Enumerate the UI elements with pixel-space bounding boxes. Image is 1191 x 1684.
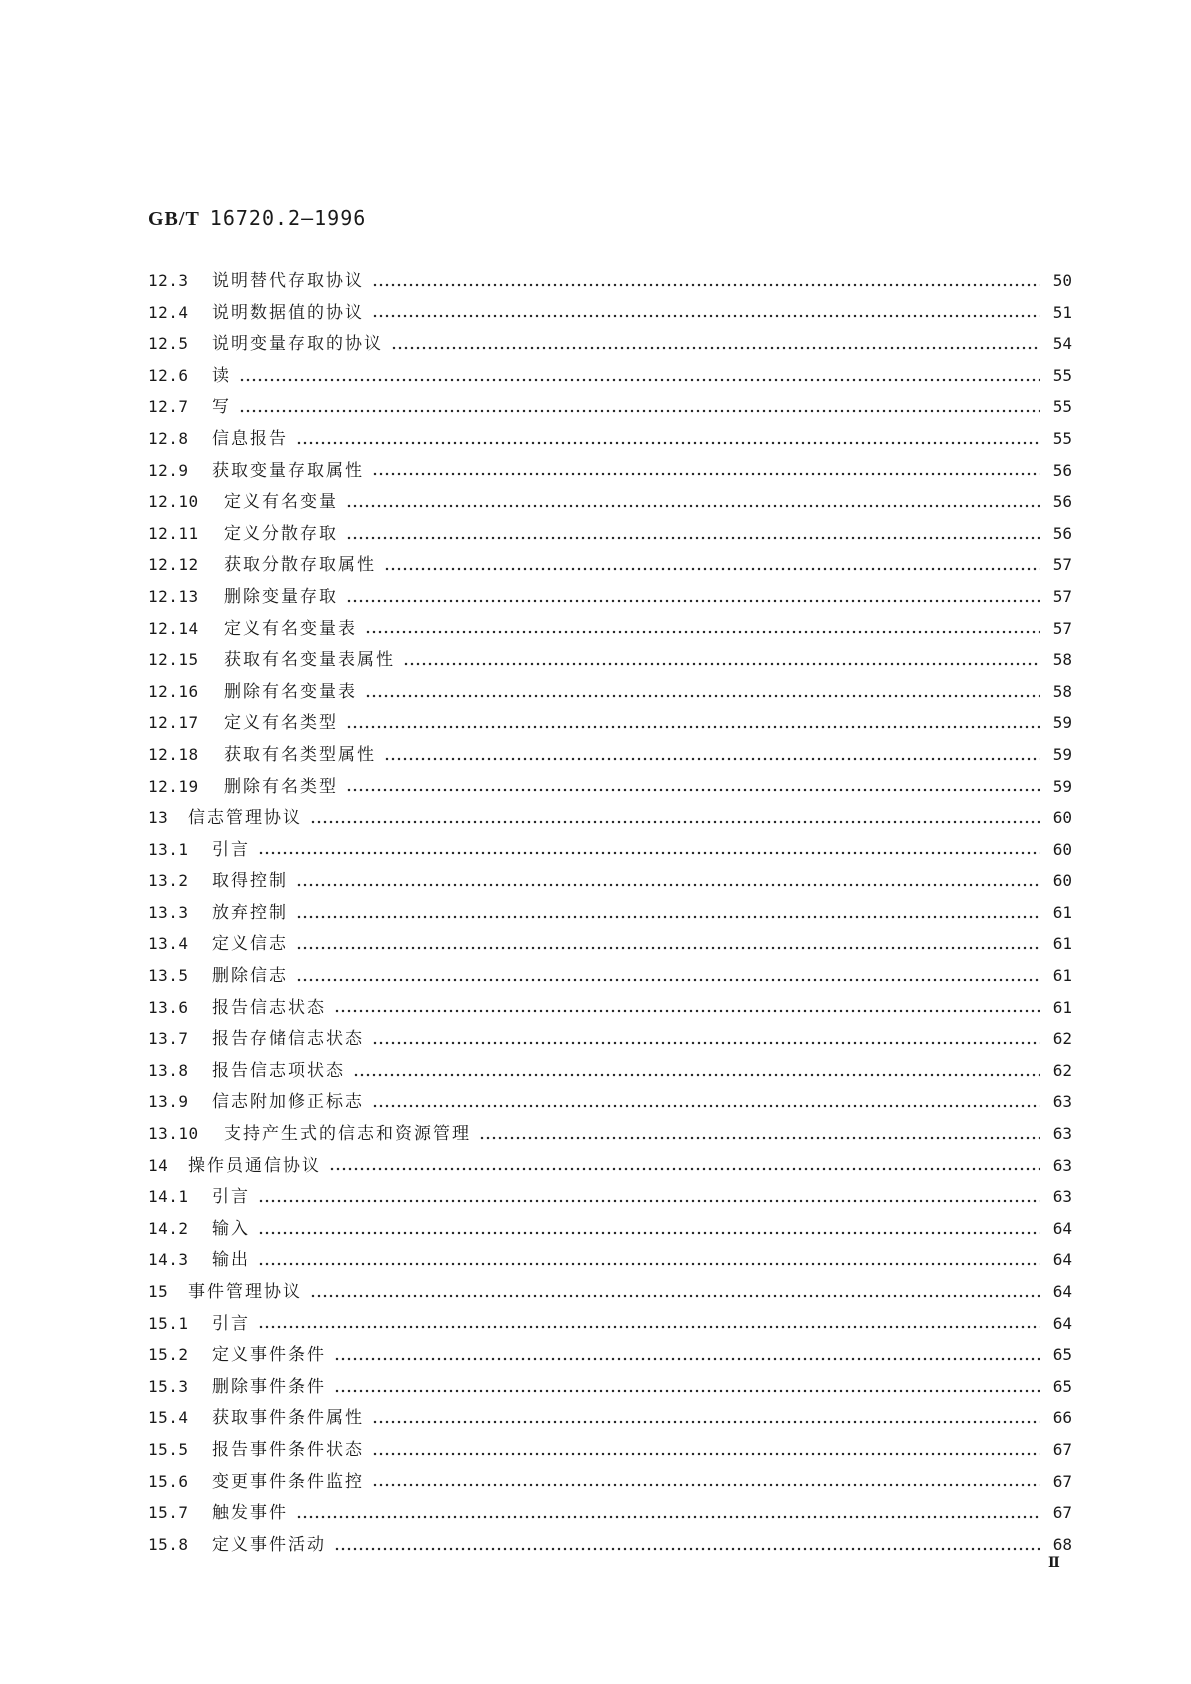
toc-entry	[148, 1151, 1072, 1183]
toc-entry-page: 64	[1052, 1282, 1072, 1301]
toc-entry	[148, 361, 1072, 393]
toc-entry	[148, 929, 1072, 961]
toc-entry-title: 读	[212, 365, 231, 386]
toc-entry-number: 15.7	[148, 1503, 189, 1523]
toc-entry-title: 删除有名变量表	[224, 681, 357, 702]
toc-dot-leader	[346, 536, 1040, 540]
toc-entry-title: 报告信志项状态	[212, 1060, 345, 1081]
toc-dot-leader	[346, 504, 1040, 508]
toc-entry	[148, 519, 1072, 551]
toc-entry-title: 写	[212, 397, 231, 418]
toc-entry-page: 61	[1052, 997, 1072, 1017]
toc-dot-leader	[346, 599, 1040, 603]
toc-entry	[148, 392, 1072, 424]
toc-entry-number: 13.5	[148, 966, 189, 986]
toc-entry	[148, 1056, 1072, 1088]
toc-entry-number: 12.3	[148, 271, 189, 290]
toc-entry-title: 说明数据值的协议	[212, 302, 364, 323]
toc-entry-number: 13.9	[148, 1092, 189, 1112]
toc-dot-leader	[310, 1294, 1040, 1298]
toc-entry-page: 65	[1052, 1345, 1072, 1365]
page-folio: Ⅱ	[1048, 1556, 1060, 1571]
toc-entry-title: 删除有名类型	[224, 776, 338, 797]
toc-entry-page: 64	[1052, 1313, 1072, 1333]
toc-entry-title: 获取有名类型属性	[224, 744, 376, 765]
toc-entry-page: 50	[1052, 271, 1072, 290]
toc-entry-title: 信志管理协议	[188, 808, 302, 829]
toc-entry-number: 13.1	[148, 839, 189, 859]
toc-entry	[148, 1467, 1072, 1499]
toc-dot-leader	[258, 1262, 1040, 1266]
toc-entry-title: 获取事件条件属性	[212, 1408, 364, 1429]
toc-dot-leader	[258, 851, 1040, 855]
toc-entry	[148, 772, 1072, 804]
toc-entry-number: 12.15	[148, 650, 199, 670]
toc-entry	[148, 1119, 1072, 1151]
toc-entry-page: 55	[1052, 397, 1072, 417]
toc-entry-page: 51	[1052, 302, 1072, 322]
toc-dot-leader	[372, 1420, 1040, 1424]
toc-entry-number: 13.4	[148, 934, 189, 954]
toc-entry-number: 12.8	[148, 428, 189, 448]
toc-dot-leader	[372, 1041, 1040, 1045]
toc-entry	[148, 1087, 1072, 1119]
toc-entry-number: 13.2	[148, 871, 189, 891]
toc-dot-leader	[239, 378, 1040, 382]
toc-entry	[148, 1024, 1072, 1056]
toc-dot-leader	[329, 1167, 1040, 1171]
toc-dot-leader	[403, 662, 1040, 666]
toc-entry-number: 12.9	[148, 460, 189, 480]
toc-entry-number: 15.6	[148, 1471, 189, 1491]
standard-header	[148, 206, 366, 231]
toc-entry-number: 12.17	[148, 713, 199, 733]
toc-entry-number: 12.13	[148, 586, 199, 606]
toc-entry	[148, 298, 1072, 330]
toc-dot-leader	[372, 314, 1040, 318]
toc-entry	[148, 1403, 1072, 1435]
toc-dot-leader	[346, 788, 1040, 792]
toc-entry	[148, 961, 1072, 993]
toc-entry-title: 引言	[212, 839, 250, 860]
toc-entry-title: 输入	[212, 1218, 250, 1239]
toc-entry-title: 获取变量存取属性	[212, 460, 364, 481]
toc-entry-page: 55	[1052, 428, 1072, 448]
toc-entry	[148, 803, 1072, 835]
toc-entry-number: 15.3	[148, 1376, 189, 1396]
toc-dot-leader	[391, 346, 1040, 350]
toc-dot-leader	[479, 1136, 1040, 1140]
toc-entry-number: 15	[148, 1282, 169, 1301]
toc-entry	[148, 1277, 1072, 1309]
toc-entry-page: 62	[1052, 1029, 1072, 1049]
toc-entry-title: 变更事件条件监控	[212, 1471, 364, 1492]
toc-entry	[148, 1530, 1072, 1562]
toc-dot-leader	[258, 1231, 1040, 1235]
toc-entry-page: 60	[1052, 808, 1072, 828]
toc-dot-leader	[372, 472, 1040, 476]
toc-entry-number: 12.16	[148, 681, 199, 701]
toc-entry-page: 61	[1052, 902, 1072, 922]
toc-dot-leader	[372, 1104, 1040, 1108]
toc-dot-leader	[296, 978, 1040, 982]
toc-entry-page: 63	[1052, 1092, 1072, 1112]
toc-entry-title: 获取分散存取属性	[224, 555, 376, 576]
table-of-contents	[148, 266, 1072, 1561]
toc-entry-page: 68	[1052, 1534, 1072, 1554]
toc-entry-page: 63	[1052, 1124, 1072, 1144]
toc-entry-page: 60	[1052, 871, 1072, 891]
toc-entry	[148, 456, 1072, 488]
toc-dot-leader	[296, 946, 1040, 950]
toc-entry-number: 13.7	[148, 1029, 189, 1049]
toc-entry-title: 引言	[212, 1313, 250, 1334]
toc-entry-title: 定义信志	[212, 934, 288, 955]
toc-entry-number: 13.3	[148, 902, 189, 922]
toc-entry-number: 12.5	[148, 334, 189, 354]
toc-entry-title: 获取有名变量表属性	[224, 650, 395, 671]
toc-entry-title: 删除变量存取	[224, 586, 338, 607]
toc-entry-title: 支持产生式的信志和资源管理	[224, 1124, 471, 1145]
toc-entry-number: 15.8	[148, 1534, 189, 1554]
toc-entry-number: 12.14	[148, 618, 199, 638]
toc-entry-page: 61	[1052, 934, 1072, 954]
toc-entry	[148, 677, 1072, 709]
toc-entry-page: 59	[1052, 713, 1072, 733]
toc-entry-page: 57	[1052, 555, 1072, 575]
toc-entry-page: 62	[1052, 1060, 1072, 1080]
toc-entry-title: 说明变量存取的协议	[212, 334, 383, 355]
toc-entry	[148, 550, 1072, 582]
toc-dot-leader	[365, 630, 1040, 634]
toc-entry-page: 61	[1052, 966, 1072, 986]
toc-entry-title: 定义事件活动	[212, 1534, 326, 1555]
toc-entry-page: 54	[1052, 334, 1072, 354]
toc-entry-page: 58	[1052, 650, 1072, 670]
toc-entry-page: 60	[1052, 839, 1072, 859]
toc-entry-number: 12.7	[148, 397, 189, 417]
toc-dot-leader	[346, 725, 1040, 729]
toc-entry	[148, 898, 1072, 930]
toc-entry	[148, 1498, 1072, 1530]
toc-entry-number: 12.10	[148, 492, 199, 512]
toc-entry	[148, 866, 1072, 898]
toc-entry-page: 57	[1052, 586, 1072, 606]
toc-dot-leader	[334, 1389, 1040, 1393]
toc-entry	[148, 266, 1072, 298]
toc-entry-number: 13.8	[148, 1060, 189, 1080]
toc-entry	[148, 487, 1072, 519]
toc-entry-title: 引言	[212, 1187, 250, 1208]
toc-entry-page: 63	[1052, 1187, 1072, 1207]
toc-entry-number: 15.4	[148, 1408, 189, 1428]
toc-entry-title: 信志附加修正标志	[212, 1092, 364, 1113]
toc-dot-leader	[296, 915, 1040, 919]
toc-dot-leader	[384, 567, 1040, 571]
toc-entry-title: 删除事件条件	[212, 1376, 326, 1397]
toc-entry-title: 删除信志	[212, 966, 288, 987]
toc-entry	[148, 1182, 1072, 1214]
toc-dot-leader	[334, 1357, 1040, 1361]
toc-entry-page: 64	[1052, 1250, 1072, 1270]
toc-entry-page: 67	[1052, 1471, 1072, 1491]
toc-entry-page: 57	[1052, 618, 1072, 638]
toc-entry	[148, 708, 1072, 740]
toc-dot-leader	[353, 1073, 1040, 1077]
toc-entry	[148, 1340, 1072, 1372]
toc-entry-number: 12.19	[148, 776, 199, 796]
toc-entry-page: 56	[1052, 523, 1072, 543]
toc-entry-number: 12.4	[148, 302, 189, 322]
toc-entry-number: 14.3	[148, 1250, 189, 1270]
toc-entry-page: 56	[1052, 460, 1072, 480]
toc-entry-title: 定义事件条件	[212, 1345, 326, 1366]
toc-entry-number: 13.10	[148, 1124, 199, 1144]
toc-entry-number: 15.5	[148, 1439, 189, 1459]
toc-entry	[148, 582, 1072, 614]
toc-entry	[148, 1372, 1072, 1404]
toc-entry-number: 15.1	[148, 1313, 189, 1333]
toc-dot-leader	[365, 694, 1040, 698]
toc-entry-title: 触发事件	[212, 1503, 288, 1524]
toc-entry-number: 13.6	[148, 997, 189, 1017]
toc-entry-title: 报告事件条件状态	[212, 1439, 364, 1460]
toc-dot-leader	[258, 1325, 1040, 1329]
toc-entry-title: 说明替代存取协议	[212, 271, 364, 291]
toc-entry	[148, 835, 1072, 867]
toc-entry-page: 55	[1052, 365, 1072, 385]
toc-entry-title: 放弃控制	[212, 902, 288, 923]
toc-entry	[148, 1245, 1072, 1277]
toc-entry	[148, 1214, 1072, 1246]
toc-entry-number: 12.18	[148, 744, 199, 764]
toc-entry-page: 59	[1052, 744, 1072, 764]
toc-entry	[148, 329, 1072, 361]
toc-dot-leader	[296, 441, 1040, 445]
toc-entry-title: 事件管理协议	[188, 1282, 302, 1302]
toc-entry-number: 15.2	[148, 1345, 189, 1365]
toc-entry	[148, 1435, 1072, 1467]
toc-dot-leader	[296, 1515, 1040, 1519]
toc-entry-number: 14.1	[148, 1187, 189, 1207]
toc-entry-title: 操作员通信协议	[188, 1155, 321, 1176]
toc-dot-leader	[239, 409, 1040, 413]
toc-entry-page: 67	[1052, 1439, 1072, 1459]
toc-entry-number: 14	[148, 1155, 169, 1175]
toc-entry-title: 信息报告	[212, 428, 288, 449]
toc-entry	[148, 1309, 1072, 1341]
toc-entry-title: 报告信志状态	[212, 997, 326, 1018]
standard-number: 16720.2—1996	[209, 206, 367, 230]
toc-entry-title: 取得控制	[212, 871, 288, 892]
toc-dot-leader	[372, 1452, 1040, 1456]
toc-entry-number: 12.6	[148, 365, 189, 385]
toc-entry-title: 输出	[212, 1250, 250, 1271]
toc-dot-leader	[334, 1547, 1040, 1551]
toc-entry	[148, 993, 1072, 1025]
toc-dot-leader	[296, 883, 1040, 887]
toc-entry-page: 66	[1052, 1408, 1072, 1428]
toc-dot-leader	[334, 1009, 1040, 1013]
toc-dot-leader	[372, 283, 1040, 287]
toc-entry-title: 定义有名变量	[224, 492, 338, 513]
toc-entry	[148, 614, 1072, 646]
toc-entry-page: 63	[1052, 1155, 1072, 1175]
toc-entry-page: 58	[1052, 681, 1072, 701]
toc-entry-title: 定义有名变量表	[224, 618, 357, 639]
toc-dot-leader	[310, 820, 1040, 824]
toc-entry-number: 12.11	[148, 523, 199, 543]
toc-entry	[148, 740, 1072, 772]
toc-dot-leader	[372, 1483, 1040, 1487]
toc-entry-number: 13	[148, 808, 169, 828]
toc-entry-title: 定义分散存取	[224, 523, 338, 544]
toc-dot-leader	[258, 1199, 1040, 1203]
toc-entry-page: 64	[1052, 1218, 1072, 1238]
toc-dot-leader	[384, 757, 1040, 761]
toc-entry-number: 14.2	[148, 1218, 189, 1238]
toc-entry-page: 67	[1052, 1503, 1072, 1523]
toc-entry-page: 65	[1052, 1376, 1072, 1396]
standard-prefix: GB/T	[148, 208, 200, 230]
toc-entry-page: 56	[1052, 492, 1072, 512]
toc-entry	[148, 424, 1072, 456]
toc-entry	[148, 645, 1072, 677]
toc-entry-title: 定义有名类型	[224, 713, 338, 734]
toc-entry-title: 报告存储信志状态	[212, 1029, 364, 1050]
toc-entry-page: 59	[1052, 776, 1072, 796]
toc-entry-number: 12.12	[148, 555, 199, 575]
